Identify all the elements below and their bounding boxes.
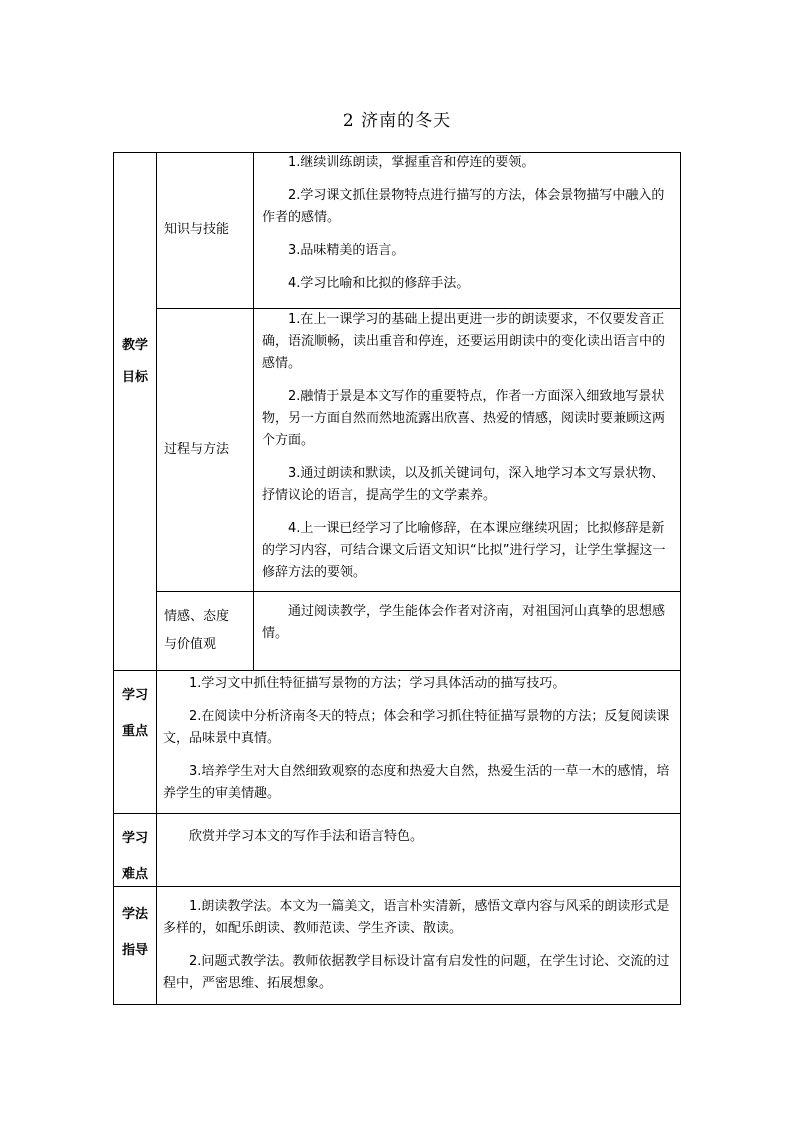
difficulties-label: [114, 821, 156, 893]
attitude-label: [164, 603, 252, 659]
process-label: 过程与方法: [164, 442, 230, 457]
difficulties-label-line2: 难点: [121, 867, 148, 882]
attitude-label-line2: 与价值观: [164, 637, 217, 652]
difficulties-label-line1: 学习: [121, 831, 148, 846]
teaching-goals-label-line2: 目标: [121, 370, 148, 385]
difficulties-content: [163, 826, 675, 859]
methods-label-line1: 学法: [121, 907, 148, 922]
page-title: 2 济南的冬天: [342, 111, 452, 131]
attitude-item-1: 通过阅读教学，学生能体会作者对济南，对祖国河山真挚的思想感情。: [262, 604, 666, 641]
key-points-label-line1: 学习: [121, 688, 148, 703]
key-point-item-3: 3.培养学生对大自然细致观察的态度和热爱大自然，热爱生活的一草一木的感情，培养学生的审美情趣。: [163, 764, 670, 801]
sublabel-column-divider: [253, 152, 254, 670]
key-point-item-2: 2.在阅读中分析济南冬天的特点；体会和学习抓住特征描写景物的方法；反复阅读课文，品味景中真情。: [163, 709, 670, 746]
knowledge-content: [262, 152, 674, 306]
knowledge-item-3: 3.品味精美的语言。: [288, 243, 405, 258]
key-points-content: [163, 673, 675, 816]
attitude-content: [262, 601, 674, 656]
process-item-3: 3.通过朗读和默读，以及抓关键词句，深入地学习本文写景状物、抒情议论的语言，提高学生的文学素养。: [262, 466, 665, 503]
method-item-2: 2.问题式教学法。教师依据教学目标设计富有启发性的问题，在学生讨论、交流的过程中，严密思维、拓展想象。: [163, 954, 670, 991]
label-column-divider: [156, 152, 157, 1005]
methods-content: [163, 896, 675, 1006]
key-points-label: [114, 678, 156, 750]
teaching-goals-label: [114, 330, 156, 394]
knowledge-item-1: 1.继续训练朗读，掌握重音和停连的要领。: [288, 155, 535, 170]
key-point-item-1: 1.学习文中抓住特征描写景物的方法；学习具体活动的描写技巧。: [189, 676, 566, 691]
key-points-label-line2: 重点: [121, 724, 148, 739]
methods-label-line2: 指导: [121, 943, 148, 958]
process-item-1: 1.在上一课学习的基础上提出更进一步的朗读要求，不仅要发音正确，语流顺畅，读出重音和停连，还要运用朗读中的变化读出语言中的感情。: [262, 312, 666, 371]
row-divider-difficulties: [113, 886, 681, 887]
teaching-goals-label-line1: 教学: [121, 338, 148, 353]
knowledge-item-4: 4.学习比喻和比拟的修辞手法。: [288, 276, 470, 291]
attitude-label-line1: 情感、态度: [164, 609, 230, 624]
row-divider-goals: [113, 670, 681, 671]
process-item-4: 4.上一课已经学习了比喻修辞，在本课应继续巩固；比拟修辞是新的学习内容，可结合课文后语文知识“比拟”进行学习，让学生掌握这一修辞方法的要领。: [262, 521, 666, 580]
difficulty-item-1: 欣赏并学习本文的写作手法和语言特色。: [189, 829, 424, 844]
process-item-2: 2.融情于景是本文写作的重要特点，作者一方面深入细致地写景状物，另一方面自然而然地流露出欣喜、热爱的情感，阅读时要兼顾这两个方面。: [262, 389, 666, 448]
method-item-1: 1.朗读教学法。本文为一篇美文，语言朴实清新，感悟文章内容与风采的朗读形式是多样的，如配乐朗读、教师范读、学生齐读、散读。: [163, 899, 670, 936]
knowledge-item-2: 2.学习课文抓住景物特点进行描写的方法，体会景物描写中融入的作者的感情。: [262, 188, 665, 225]
process-content: [262, 309, 674, 595]
table-border-right: [680, 152, 681, 1005]
knowledge-label: 知识与技能: [164, 222, 230, 237]
methods-label: [114, 897, 156, 969]
